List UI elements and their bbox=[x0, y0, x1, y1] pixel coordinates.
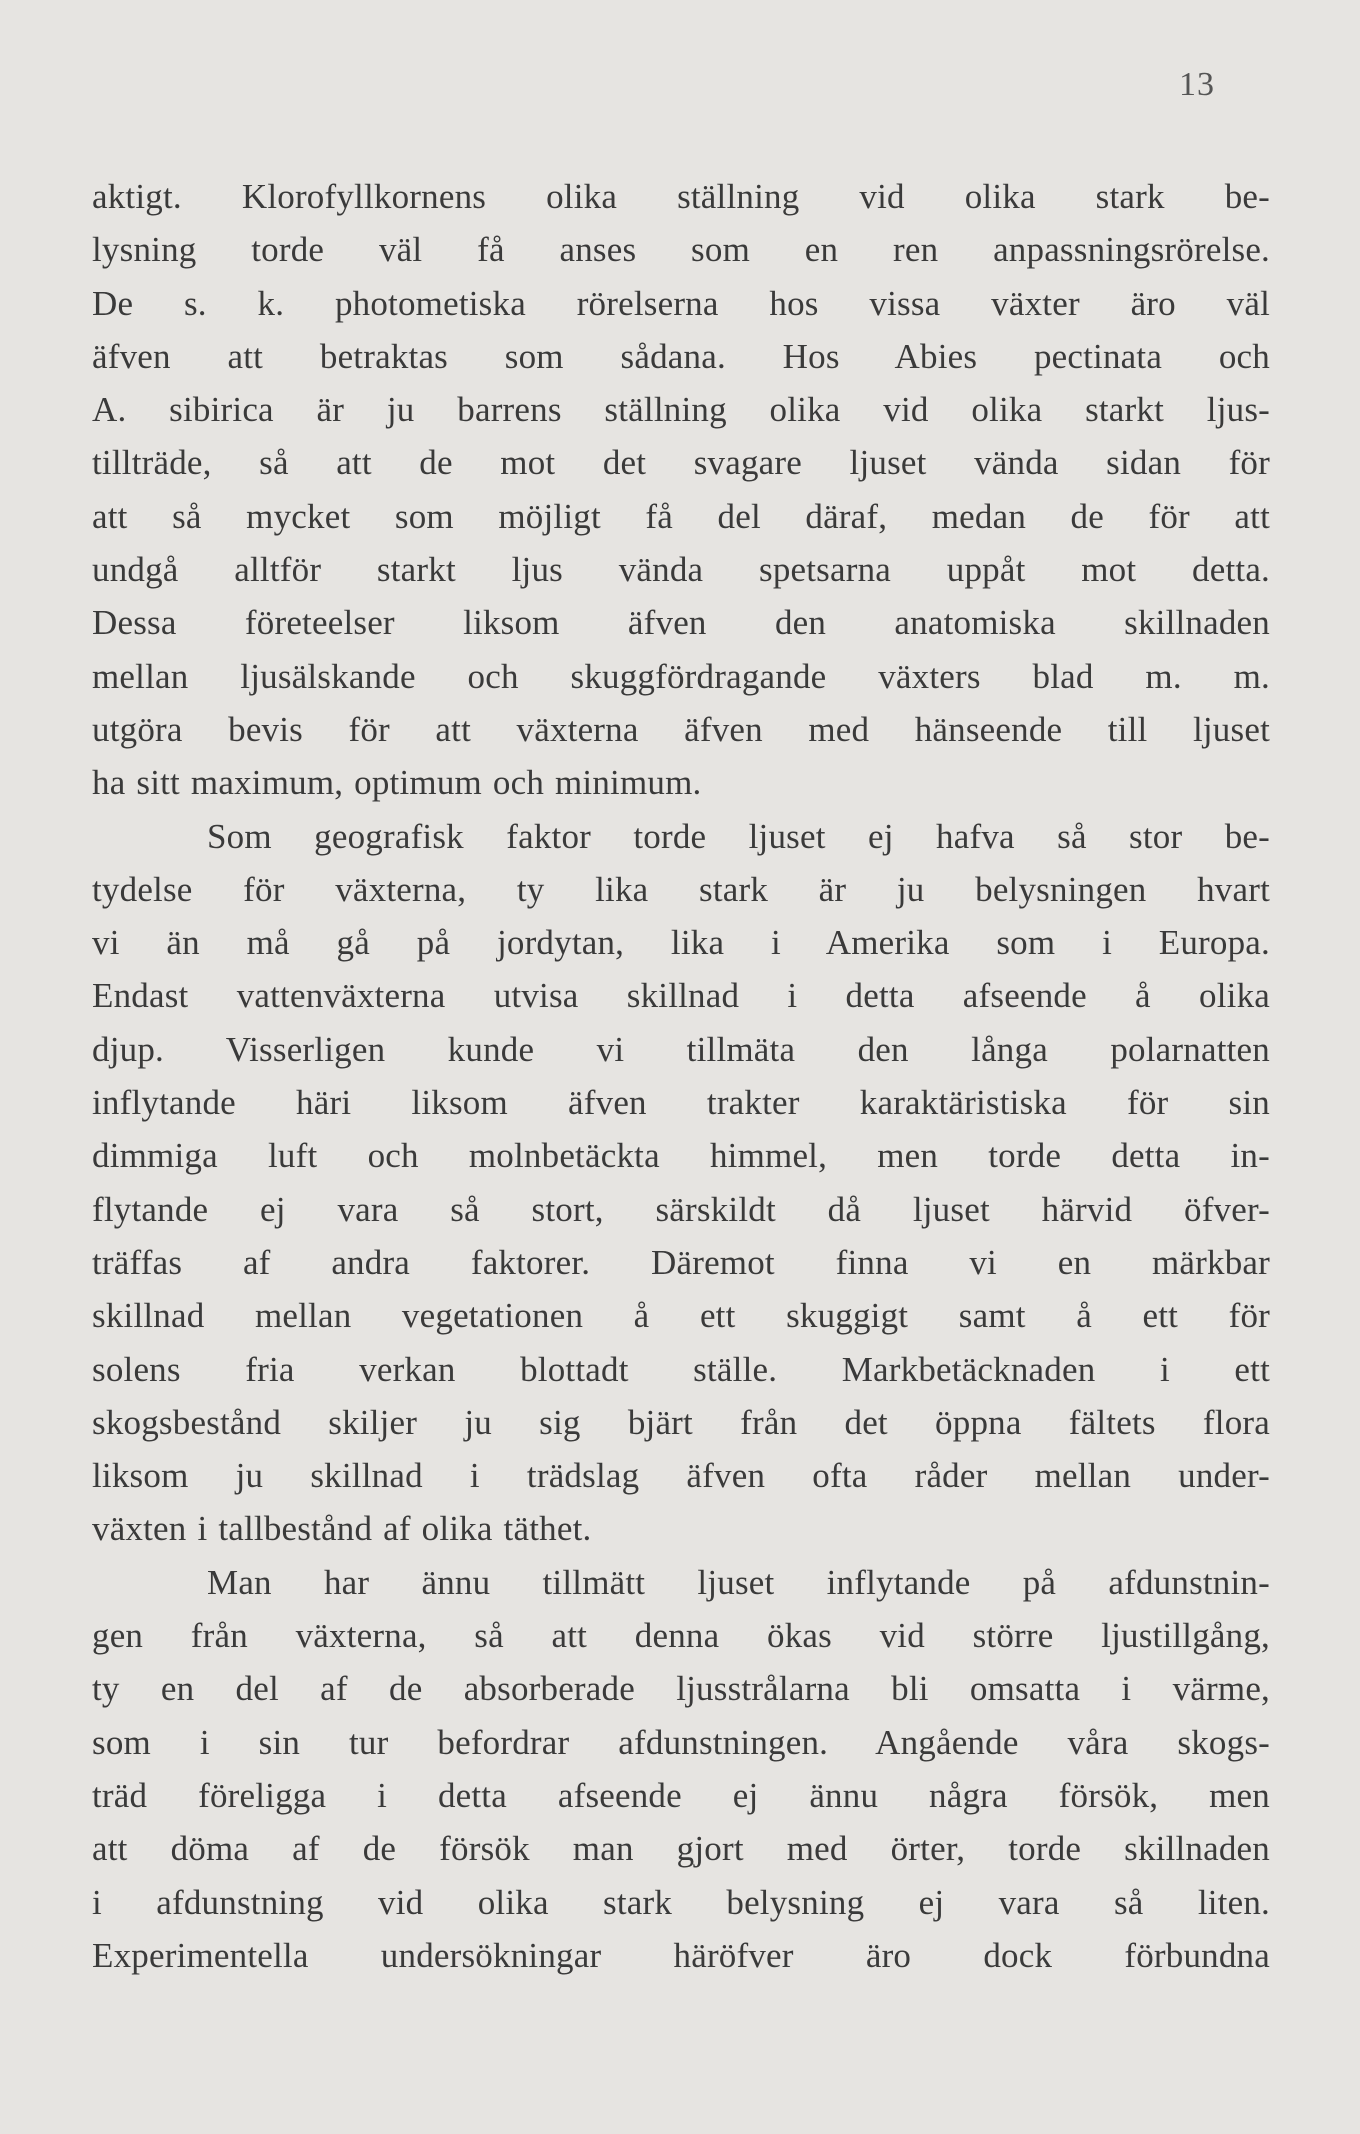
text-line: Dessa företeelser liksom äfven den anatomiska skillnaden bbox=[92, 603, 1270, 643]
text-line: äfven att betraktas som sådana. Hos Abies pectinata och bbox=[92, 336, 1270, 376]
text-line: djup. Visserligen kunde vi tillmäta den långa polarnatten bbox=[92, 1029, 1270, 1069]
text-line: dimmiga luft och molnbetäckta himmel, men torde detta in- bbox=[92, 1136, 1270, 1176]
body-text bbox=[92, 170, 1270, 1982]
text-line: Som geografisk faktor torde ljuset ej hafva så stor be- bbox=[207, 816, 1270, 856]
text-line: Endast vattenväxterna utvisa skillnad i detta afseende å olika bbox=[92, 976, 1270, 1016]
text-line: tillträde, så att de mot det svagare ljuset vända sidan för bbox=[92, 443, 1270, 483]
text-line: som i sin tur befordrar afdunstningen. Angående våra skogs- bbox=[92, 1722, 1270, 1762]
text-line: flytande ej vara så stort, särskildt då ljuset härvid öfver- bbox=[92, 1189, 1270, 1229]
text-line: solens fria verkan blottadt ställe. Markbetäcknaden i ett bbox=[92, 1349, 1270, 1389]
text-line: att så mycket som möjligt få del däraf, medan de för att bbox=[92, 496, 1270, 536]
text-line: Experimentella undersökningar häröfver äro dock förbundna bbox=[92, 1935, 1270, 1975]
text-line: gen från växterna, så att denna ökas vid större ljustillgång, bbox=[92, 1616, 1270, 1656]
text-line: träffas af andra faktorer. Däremot finna vi en märkbar bbox=[92, 1242, 1270, 1282]
text-line: liksom ju skillnad i trädslag äfven ofta råder mellan under- bbox=[92, 1456, 1270, 1496]
text-line: A. sibirica är ju barrens ställning olika vid olika starkt ljus- bbox=[92, 390, 1270, 430]
text-line: ty en del af de absorberade ljusstrålarna bli omsatta i värme, bbox=[92, 1669, 1270, 1709]
text-line: tydelse för växterna, ty lika stark är ju belysningen hvart bbox=[92, 869, 1270, 909]
text-line: träd föreligga i detta afseende ej ännu några försök, men bbox=[92, 1775, 1270, 1815]
page-number: 13 bbox=[1179, 66, 1215, 103]
text-line: inflytande häri liksom äfven trakter karaktäristiska för sin bbox=[92, 1083, 1270, 1123]
text-line: utgöra bevis för att växterna äfven med hänseende till ljuset bbox=[92, 709, 1270, 749]
text-line: mellan ljusälskande och skuggfördragande växters blad m. m. bbox=[92, 656, 1270, 696]
text-line: Man har ännu tillmätt ljuset inflytande på afdunstnin- bbox=[207, 1562, 1270, 1602]
text-line: lysning torde väl få anses som en ren anpassningsrörelse. bbox=[92, 230, 1270, 270]
text-line: skogsbestånd skiljer ju sig bjärt från det öppna fältets flora bbox=[92, 1402, 1270, 1442]
text-line: i afdunstning vid olika stark belysning ej vara så liten. bbox=[92, 1882, 1270, 1922]
text-line: ha sitt maximum, optimum och minimum. bbox=[92, 763, 702, 803]
text-line: De s. k. photometiska rörelserna hos vissa växter äro väl bbox=[92, 283, 1270, 323]
text-line: att döma af de försök man gjort med örter, torde skillnaden bbox=[92, 1829, 1270, 1869]
text-line: växten i tallbestånd af olika täthet. bbox=[92, 1509, 592, 1549]
text-line: aktigt. Klorofyllkornens olika ställning vid olika stark be- bbox=[92, 177, 1270, 216]
text-line: undgå alltför starkt ljus vända spetsarna uppåt mot detta. bbox=[92, 550, 1270, 590]
text-line: skillnad mellan vegetationen å ett skuggigt samt å ett för bbox=[92, 1296, 1270, 1336]
text-line: vi än må gå på jordytan, lika i Amerika som i Europa. bbox=[92, 923, 1270, 963]
